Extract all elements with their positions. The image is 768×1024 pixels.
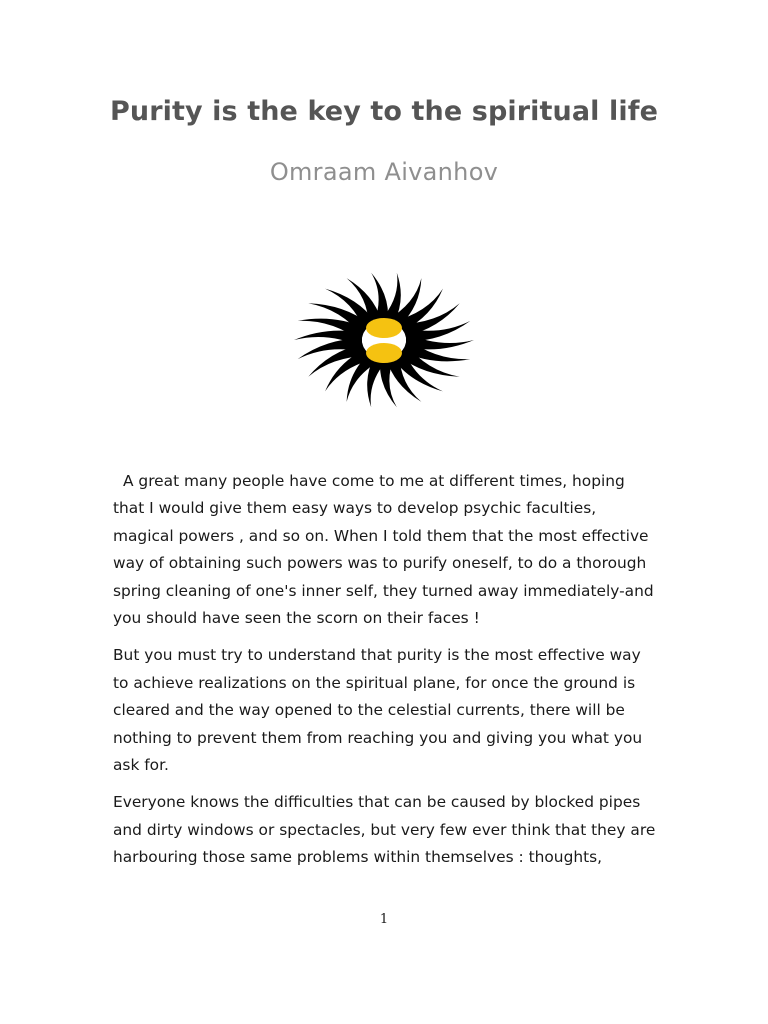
text-line: spring cleaning of one's inner self, they turned away immediately-and bbox=[113, 581, 654, 600]
text-line: magical powers , and so on. When I told them that the most effective bbox=[113, 526, 649, 545]
text-line: harbouring those same problems within themselves : thoughts, bbox=[113, 848, 603, 867]
document-title: Purity is the key to the spiritual life bbox=[110, 96, 658, 127]
body-text bbox=[113, 468, 673, 882]
text-line: and dirty windows or spectacles, but very few ever think that they are bbox=[113, 820, 656, 839]
paragraph-1 bbox=[113, 468, 673, 632]
text-line: nothing to prevent them from reaching you and giving you what you bbox=[113, 728, 643, 747]
author-name: Omraam Aivanhov bbox=[269, 158, 499, 186]
sun-core-top bbox=[366, 318, 402, 338]
text-line: that I would give them easy ways to develop psychic faculties, bbox=[113, 499, 597, 518]
page-number: 1 bbox=[379, 912, 389, 927]
text-line: to achieve realizations on the spiritual plane, for once the ground is bbox=[113, 673, 636, 692]
sun-emblem-icon bbox=[284, 260, 484, 420]
paragraph-3 bbox=[113, 789, 673, 871]
text-line: cleared and the way opened to the celestial currents, there will be bbox=[113, 701, 625, 720]
paragraph-2 bbox=[113, 642, 673, 779]
text-line: A great many people have come to me at different times, hoping bbox=[123, 472, 625, 490]
text-line: way of obtaining such powers was to purify oneself, to do a thorough bbox=[113, 554, 647, 573]
text-line: But you must try to understand that purity is the most effective way bbox=[113, 646, 641, 665]
text-line: you should have seen the scorn on their faces ! bbox=[113, 609, 480, 628]
text-line: Everyone knows the difficulties that can be caused by blocked pipes bbox=[113, 793, 641, 812]
text-line: ask for. bbox=[113, 756, 169, 775]
sun-core-bottom bbox=[366, 343, 402, 363]
